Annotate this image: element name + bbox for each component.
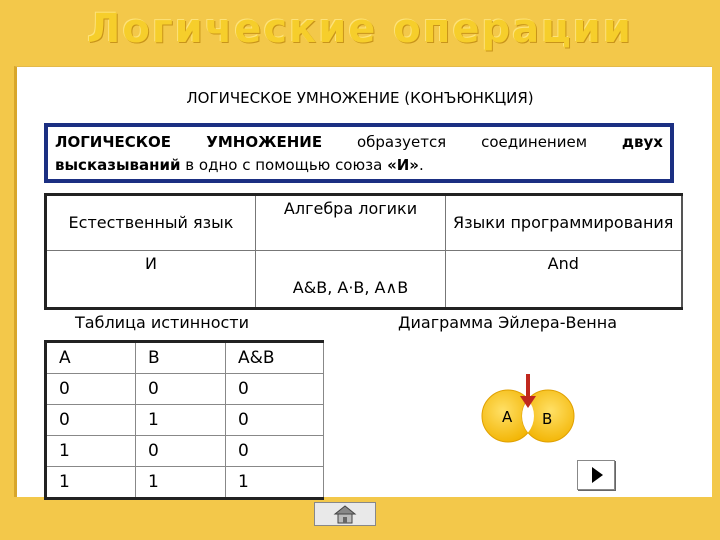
venn-diagram-caption: Диаграмма Эйлера-Венна xyxy=(398,313,618,332)
truth-cell: 1 xyxy=(46,436,136,467)
value-programming-languages: And xyxy=(446,251,682,309)
definition-term: ЛОГИЧЕСКОЕ УМНОЖЕНИЕ xyxy=(55,133,323,151)
header-logic-algebra: Алгебра логики xyxy=(256,195,446,251)
definition-text-2: в одно с помощью союза xyxy=(180,156,388,174)
truth-cell: 1 xyxy=(136,467,226,499)
definition-term-2: двух высказываний xyxy=(55,133,663,174)
home-icon xyxy=(315,503,375,525)
truth-cell: 0 xyxy=(226,374,324,405)
truth-cell: 0 xyxy=(46,405,136,436)
truth-header-ab: A&B xyxy=(226,342,324,374)
truth-header-b: B xyxy=(136,342,226,374)
truth-cell: 0 xyxy=(226,436,324,467)
definition-box xyxy=(44,123,674,183)
truth-header-a: A xyxy=(46,342,136,374)
definition-conjunction: «И» xyxy=(387,156,419,174)
venn-diagram xyxy=(478,368,588,458)
header-programming-languages: Языки программирования xyxy=(446,195,682,251)
notation-table xyxy=(44,193,683,310)
header-natural-language: Естественный язык xyxy=(46,195,256,251)
truth-table xyxy=(44,340,324,500)
table-row xyxy=(46,374,324,405)
definition-text-3: . xyxy=(419,156,424,174)
definition-text-1: образуется соединением xyxy=(322,133,622,151)
value-logic-algebra: A&B, A·B, A∧B xyxy=(256,251,446,309)
truth-cell: 0 xyxy=(46,374,136,405)
home-button[interactable] xyxy=(314,502,376,526)
venn-label-a: A xyxy=(502,408,513,426)
truth-cell: 1 xyxy=(226,467,324,499)
truth-cell: 0 xyxy=(136,436,226,467)
venn-label-b: B xyxy=(542,410,553,428)
truth-table-caption: Таблица истинности xyxy=(75,313,249,332)
table-row xyxy=(46,436,324,467)
slide-title: Логические операции xyxy=(87,6,633,52)
table-row xyxy=(46,405,324,436)
play-next-icon xyxy=(578,461,614,489)
truth-cell: 1 xyxy=(136,405,226,436)
section-subtitle: ЛОГИЧЕСКОЕ УМНОЖЕНИЕ (КОНЪЮНКЦИЯ) xyxy=(186,89,534,107)
truth-cell: 1 xyxy=(46,467,136,499)
value-natural-language: И xyxy=(46,251,256,309)
table-row xyxy=(46,467,324,499)
next-slide-button[interactable] xyxy=(577,460,615,490)
truth-cell: 0 xyxy=(226,405,324,436)
truth-cell: 0 xyxy=(136,374,226,405)
